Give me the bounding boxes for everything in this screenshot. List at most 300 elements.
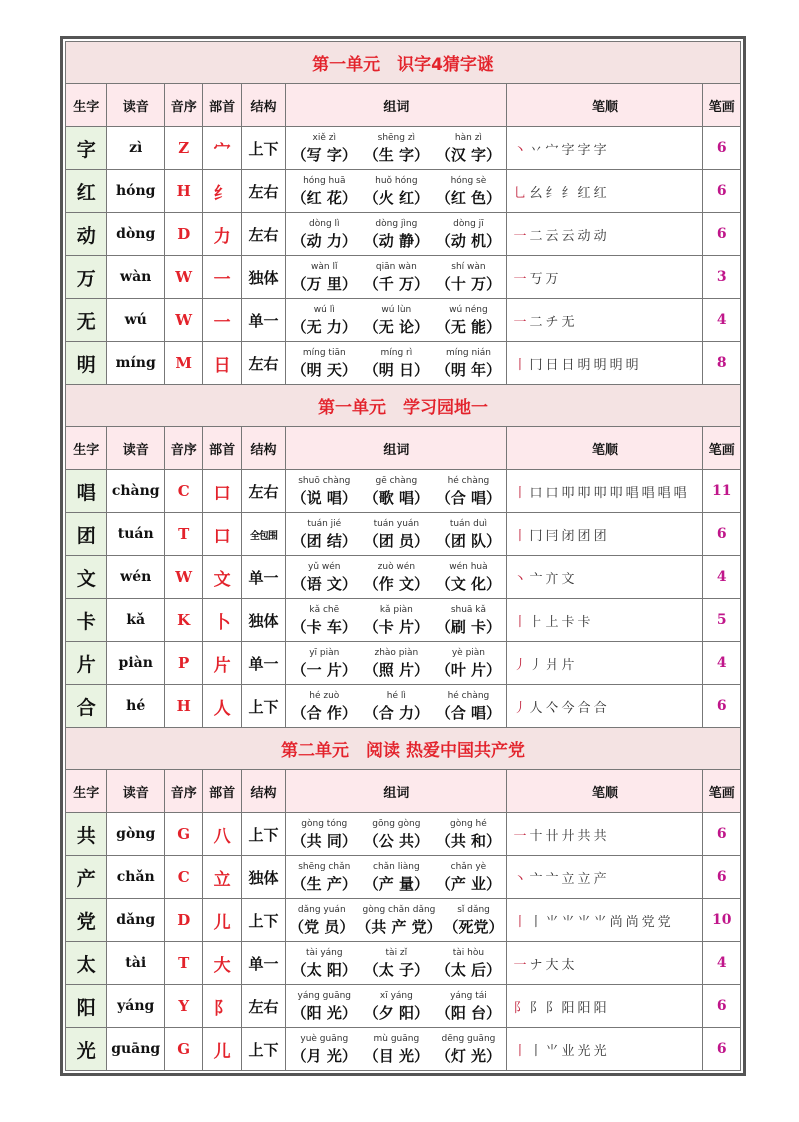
word-item — [292, 475, 357, 508]
radical: 力 — [203, 213, 241, 256]
word-list — [286, 1033, 506, 1066]
stroke-count: 6 — [703, 856, 741, 899]
structure: 左右 — [241, 470, 285, 513]
stroke-step: 立 — [561, 871, 578, 887]
radical: 儿 — [203, 1028, 241, 1071]
word-text: （夕 阳） — [363, 1003, 429, 1022]
word-text: （动 静） — [363, 231, 429, 250]
word-item — [436, 561, 501, 594]
stroke-step: 立 — [577, 871, 594, 887]
word-pinyin: tài zǐ — [385, 947, 408, 958]
word-text: （无 能） — [435, 317, 502, 336]
word-pinyin: huǒ hóng — [375, 175, 418, 186]
stroke-order — [507, 513, 703, 556]
word-combinations — [286, 170, 507, 213]
word-item — [436, 132, 501, 165]
stroke-step: 十 — [529, 828, 546, 844]
pinyin: wàn — [107, 256, 165, 299]
structure: 左右 — [241, 213, 285, 256]
stroke-step: 唱 — [673, 485, 690, 501]
stroke-step: 亠 — [529, 571, 546, 587]
stroke-step: 动 — [577, 228, 594, 244]
word-list — [286, 990, 506, 1023]
initial-letter: G — [165, 813, 203, 856]
word-text: （月 光） — [291, 1046, 357, 1065]
radical: 日 — [203, 342, 241, 385]
table-row — [66, 599, 741, 642]
stroke-order — [507, 1028, 703, 1071]
character: 产 — [66, 856, 107, 899]
radical: 口 — [203, 513, 241, 556]
initial-letter: C — [165, 470, 203, 513]
stroke-step: 共 — [577, 828, 594, 844]
stroke-step: 日 — [545, 357, 562, 373]
word-list — [286, 561, 506, 594]
stroke-step: 卡 — [577, 614, 594, 630]
word-text: （刷 卡） — [435, 617, 502, 636]
word-text: （目 光） — [363, 1046, 429, 1065]
word-item — [356, 904, 441, 937]
stroke-step: 叩 — [593, 485, 610, 501]
radical: 片 — [203, 642, 241, 685]
stroke-step: 口 — [529, 485, 546, 501]
word-text: （无 力） — [291, 317, 357, 336]
word-item — [436, 175, 501, 208]
word-item — [436, 518, 501, 551]
initial-letter: T — [165, 513, 203, 556]
initial-letter: P — [165, 642, 203, 685]
stroke-step: 业 — [561, 1043, 578, 1059]
word-combinations — [286, 899, 507, 942]
pinyin: kǎ — [107, 599, 165, 642]
word-text: （照 片） — [363, 660, 429, 679]
table-row — [66, 470, 741, 513]
stroke-step: 光 — [577, 1043, 594, 1059]
character: 万 — [66, 256, 107, 299]
section-title-row — [66, 385, 741, 427]
stroke-count: 6 — [703, 513, 741, 556]
word-pinyin: xiě zì — [312, 132, 336, 143]
word-pinyin: gòng hé — [450, 818, 487, 829]
word-text: （合 唱） — [435, 488, 502, 507]
character: 片 — [66, 642, 107, 685]
word-text: （合 唱） — [435, 703, 502, 722]
structure: 全包围 — [241, 513, 285, 556]
stroke-step: 丨 — [529, 1043, 546, 1059]
radical: 立 — [203, 856, 241, 899]
stroke-order — [507, 985, 703, 1028]
word-combinations — [286, 642, 507, 685]
stroke-step: 明 — [609, 357, 626, 373]
table-row — [66, 556, 741, 599]
word-item — [292, 604, 357, 637]
word-list — [286, 818, 506, 851]
stroke-step: 一 — [513, 314, 530, 330]
word-combinations — [286, 556, 507, 599]
stroke-step: 明 — [577, 357, 594, 373]
word-pinyin: kǎ chē — [309, 604, 340, 615]
word-item — [364, 304, 429, 337]
word-combinations — [286, 213, 507, 256]
stroke-step: ⺌ — [593, 914, 610, 930]
stroke-step: ⺊ — [529, 614, 546, 630]
structure: 上下 — [241, 127, 285, 170]
stroke-step: 万 — [545, 271, 562, 287]
word-text: （歌 唱） — [363, 488, 429, 507]
word-combinations — [286, 813, 507, 856]
stroke-step: 阝 — [529, 1000, 546, 1016]
stroke-step: 丂 — [529, 271, 546, 287]
word-item — [436, 261, 501, 294]
table-row — [66, 1028, 741, 1071]
structure: 独体 — [241, 856, 285, 899]
word-item — [292, 347, 357, 380]
word-pinyin: mù guāng — [373, 1033, 420, 1044]
radical: 阝 — [203, 985, 241, 1028]
stroke-count: 5 — [703, 599, 741, 642]
word-text: （语 文） — [291, 574, 357, 593]
header-radical: 部首 — [203, 84, 241, 127]
word-pinyin: shuō chàng — [298, 475, 351, 486]
stroke-step: 冃 — [545, 528, 562, 544]
word-pinyin: dòng jìng — [375, 218, 418, 229]
word-text: （红 色） — [435, 188, 502, 207]
stroke-count: 11 — [703, 470, 741, 513]
stroke-step: 唱 — [657, 485, 674, 501]
word-text: （生 字） — [363, 145, 429, 164]
word-item — [364, 347, 429, 380]
word-pinyin: hóng huā — [303, 175, 346, 186]
word-text: （写 字） — [291, 145, 357, 164]
word-text: （明 日） — [363, 360, 429, 379]
pinyin: dǎng — [107, 899, 165, 942]
stroke-step: 叩 — [609, 485, 626, 501]
header-pinyin: 读音 — [107, 770, 165, 813]
word-pinyin: dēng guāng — [441, 1033, 496, 1044]
word-item — [292, 990, 357, 1023]
word-item — [364, 818, 429, 851]
word-pinyin: yáng tái — [450, 990, 487, 1001]
table-row — [66, 513, 741, 556]
word-item — [292, 861, 357, 894]
stroke-order — [507, 342, 703, 385]
word-text: （作 文） — [363, 574, 429, 593]
word-text: （动 力） — [291, 231, 357, 250]
word-pinyin: hé chàng — [447, 475, 490, 486]
stroke-count: 10 — [703, 899, 741, 942]
word-list — [286, 304, 506, 337]
word-text: （万 里） — [291, 274, 357, 293]
character: 党 — [66, 899, 107, 942]
stroke-step: ナ — [529, 957, 546, 973]
word-combinations — [286, 856, 507, 899]
stroke-step: 红 — [593, 185, 610, 201]
stroke-step: 一 — [513, 228, 530, 244]
word-pinyin: zuò wén — [377, 561, 416, 572]
stroke-step: 明 — [625, 357, 642, 373]
table-row — [66, 299, 741, 342]
word-text: （太 后） — [435, 960, 502, 979]
stroke-step: 一 — [513, 957, 530, 973]
word-item — [364, 861, 429, 894]
word-text: （红 花） — [291, 188, 357, 207]
word-item — [436, 647, 501, 680]
header-character: 生字 — [66, 84, 107, 127]
table-row — [66, 170, 741, 213]
stroke-count: 6 — [703, 127, 741, 170]
pinyin: míng — [107, 342, 165, 385]
word-item — [436, 947, 501, 980]
word-pinyin: wàn lǐ — [311, 261, 338, 272]
stroke-step: 字 — [593, 142, 610, 158]
initial-letter: Y — [165, 985, 203, 1028]
word-text: （团 结） — [291, 531, 357, 550]
stroke-step: 叩 — [561, 485, 578, 501]
character: 红 — [66, 170, 107, 213]
table-row — [66, 256, 741, 299]
word-combinations — [286, 470, 507, 513]
word-text: （卡 片） — [363, 617, 429, 636]
stroke-step: 丨 — [513, 914, 530, 930]
word-list — [286, 218, 506, 251]
pinyin: tài — [107, 942, 165, 985]
word-pinyin: wú lùn — [381, 304, 412, 315]
stroke-step: 丿 — [513, 657, 530, 673]
word-item — [292, 561, 357, 594]
stroke-order — [507, 942, 703, 985]
stroke-step: ⺌ — [545, 914, 562, 930]
structure: 上下 — [241, 899, 285, 942]
stroke-step: 亣 — [545, 571, 562, 587]
stroke-step: 上 — [545, 614, 562, 630]
word-text: （一 片） — [291, 660, 357, 679]
word-item — [292, 647, 357, 680]
word-pinyin: dǎng yuán — [297, 904, 346, 915]
word-pinyin: tuán yuán — [373, 518, 420, 529]
word-item — [364, 990, 429, 1023]
stroke-step: 大 — [545, 957, 562, 973]
word-text: （阳 台） — [435, 1003, 502, 1022]
radical: 大 — [203, 942, 241, 985]
word-item — [292, 690, 357, 723]
word-item — [292, 518, 357, 551]
structure: 单一 — [241, 942, 285, 985]
stroke-step: 丨 — [513, 357, 530, 373]
word-list — [286, 947, 506, 980]
word-pinyin: hé chàng — [447, 690, 490, 701]
stroke-count: 4 — [703, 942, 741, 985]
structure: 上下 — [241, 813, 285, 856]
stroke-step: 字 — [561, 142, 578, 158]
word-text: （产 量） — [363, 874, 429, 893]
word-item — [364, 132, 429, 165]
word-item — [364, 218, 429, 251]
structure: 单一 — [241, 642, 285, 685]
character: 文 — [66, 556, 107, 599]
word-item — [292, 1033, 357, 1066]
header-structure: 结构 — [241, 427, 285, 470]
word-pinyin: hóng sè — [450, 175, 487, 186]
stroke-step: 团 — [577, 528, 594, 544]
character: 唱 — [66, 470, 107, 513]
word-text: （太 阳） — [291, 960, 357, 979]
section-title: 第一单元 识字4猜字谜 — [66, 42, 741, 84]
pinyin: guāng — [107, 1028, 165, 1071]
word-text: （文 化） — [435, 574, 502, 593]
initial-letter: D — [165, 213, 203, 256]
word-pinyin: shí wàn — [451, 261, 486, 272]
table-row — [66, 899, 741, 942]
word-combinations — [286, 256, 507, 299]
word-list — [286, 175, 506, 208]
header-initial: 音序 — [165, 84, 203, 127]
structure: 左右 — [241, 342, 285, 385]
character: 光 — [66, 1028, 107, 1071]
pinyin: hóng — [107, 170, 165, 213]
stroke-step: 亠 — [545, 871, 562, 887]
word-list — [286, 261, 506, 294]
word-pinyin: hàn zì — [454, 132, 482, 143]
header-stroke-order: 笔顺 — [507, 770, 703, 813]
word-item — [292, 947, 357, 980]
word-text: （党 员） — [289, 917, 355, 936]
word-item — [292, 304, 357, 337]
word-pinyin: xī yáng — [379, 990, 413, 1001]
structure: 单一 — [241, 556, 285, 599]
character: 字 — [66, 127, 107, 170]
header-row — [66, 427, 741, 470]
initial-letter: H — [165, 685, 203, 728]
stroke-step: 一 — [513, 271, 530, 287]
stroke-step: 团 — [593, 528, 610, 544]
character: 明 — [66, 342, 107, 385]
header-stroke-count: 笔画 — [703, 84, 741, 127]
initial-letter: W — [165, 299, 203, 342]
table-row — [66, 856, 741, 899]
stroke-step: 阳 — [577, 1000, 594, 1016]
stroke-step: 党 — [657, 914, 674, 930]
structure: 左右 — [241, 170, 285, 213]
word-item — [436, 861, 501, 894]
pinyin: chǎn — [107, 856, 165, 899]
header-initial: 音序 — [165, 770, 203, 813]
word-item — [436, 818, 501, 851]
stroke-step: 党 — [641, 914, 658, 930]
header-character: 生字 — [66, 427, 107, 470]
word-combinations — [286, 299, 507, 342]
word-pinyin: yè piàn — [451, 647, 486, 658]
word-list — [286, 475, 506, 508]
word-combinations — [286, 942, 507, 985]
character: 合 — [66, 685, 107, 728]
word-text: （生 产） — [291, 874, 357, 893]
section-title-row — [66, 42, 741, 84]
word-item — [436, 218, 501, 251]
word-combinations — [286, 685, 507, 728]
stroke-count: 6 — [703, 213, 741, 256]
word-combinations — [286, 985, 507, 1028]
stroke-step: 丨 — [529, 914, 546, 930]
stroke-step: 明 — [593, 357, 610, 373]
stroke-step: 片 — [561, 657, 578, 673]
word-text: （团 员） — [363, 531, 429, 550]
initial-letter: D — [165, 899, 203, 942]
word-item — [292, 261, 357, 294]
word-list — [286, 604, 506, 637]
stroke-count: 4 — [703, 556, 741, 599]
stroke-step: ⺌ — [561, 914, 578, 930]
word-pinyin: míng tiān — [302, 347, 346, 358]
word-pinyin: gòng tóng — [301, 818, 348, 829]
character: 无 — [66, 299, 107, 342]
stroke-step: 今 — [561, 700, 578, 716]
structure: 左右 — [241, 985, 285, 1028]
stroke-step: 丶 — [513, 871, 530, 887]
stroke-step: 丿 — [529, 657, 546, 673]
word-pinyin: tài yáng — [305, 947, 343, 958]
word-pinyin: gōng gòng — [372, 818, 421, 829]
character: 共 — [66, 813, 107, 856]
stroke-step: 一 — [513, 828, 530, 844]
header-words: 组词 — [286, 427, 507, 470]
word-combinations — [286, 342, 507, 385]
stroke-order — [507, 899, 703, 942]
word-item — [364, 175, 429, 208]
stroke-step: 合 — [577, 700, 594, 716]
structure: 单一 — [241, 299, 285, 342]
stroke-step: 唱 — [641, 485, 658, 501]
word-pinyin: zhào piàn — [374, 647, 419, 658]
word-pinyin: yǔ wén — [308, 561, 341, 572]
stroke-step: 丿 — [513, 700, 530, 716]
pinyin: zì — [107, 127, 165, 170]
stroke-order — [507, 685, 703, 728]
word-item — [436, 604, 501, 637]
character-table — [65, 41, 741, 1071]
radical: 八 — [203, 813, 241, 856]
word-pinyin: yáng guāng — [297, 990, 351, 1001]
stroke-count: 3 — [703, 256, 741, 299]
stroke-step: 尚 — [625, 914, 642, 930]
header-radical: 部首 — [203, 770, 241, 813]
structure: 上下 — [241, 1028, 285, 1071]
stroke-step: 卡 — [561, 614, 578, 630]
stroke-step: 产 — [593, 871, 610, 887]
word-item — [364, 561, 429, 594]
pinyin: wú — [107, 299, 165, 342]
header-row — [66, 770, 741, 813]
radical: 卜 — [203, 599, 241, 642]
header-initial: 音序 — [165, 427, 203, 470]
table-row — [66, 813, 741, 856]
word-text: （千 万） — [363, 274, 429, 293]
initial-letter: K — [165, 599, 203, 642]
word-item — [436, 690, 501, 723]
stroke-step: 文 — [561, 571, 578, 587]
word-item — [436, 475, 501, 508]
pinyin: piàn — [107, 642, 165, 685]
stroke-order — [507, 170, 703, 213]
stroke-step: 阳 — [593, 1000, 610, 1016]
stroke-step: 纟 — [545, 185, 562, 201]
word-combinations — [286, 1028, 507, 1071]
radical: 人 — [203, 685, 241, 728]
initial-letter: H — [165, 170, 203, 213]
word-item — [292, 132, 357, 165]
stroke-step: 二 — [529, 314, 546, 330]
table-row — [66, 942, 741, 985]
stroke-step: 人 — [529, 700, 546, 716]
